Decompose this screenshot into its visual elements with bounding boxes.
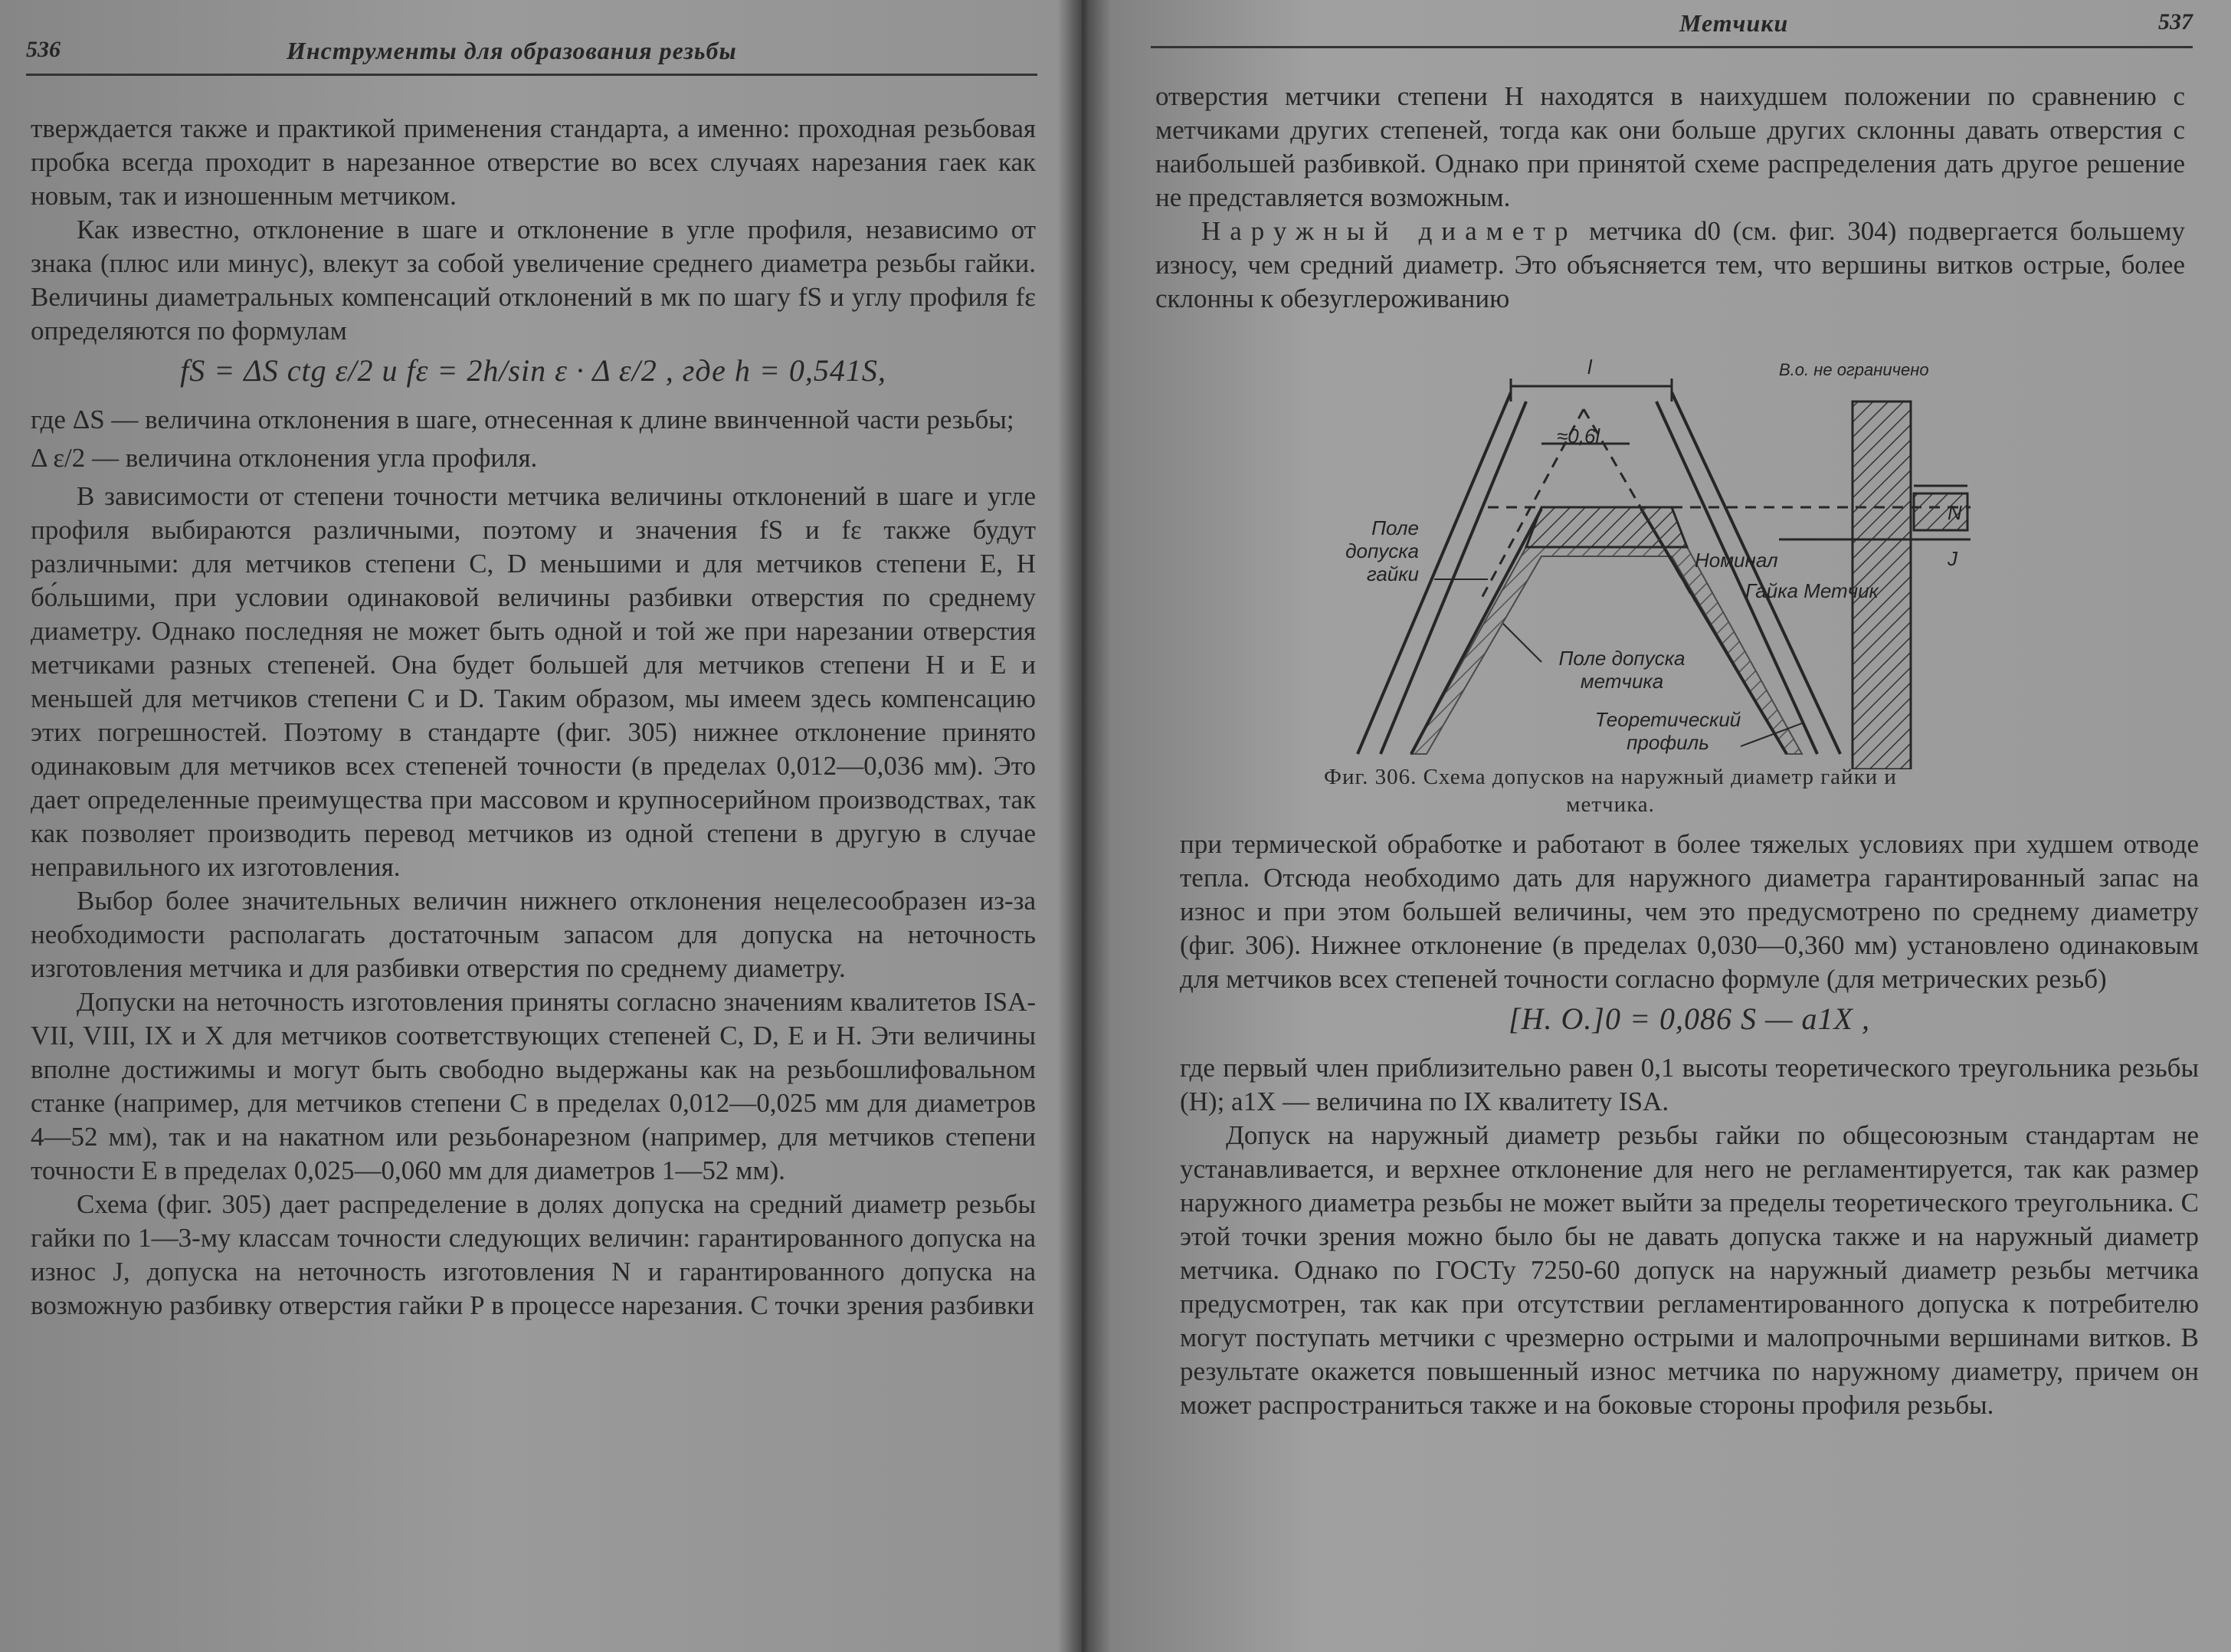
- label-approx: ≈0,6l: [1557, 424, 1600, 447]
- right-page-number: 537: [2158, 9, 2193, 34]
- left-page: [0, 0, 1082, 1652]
- formula-definition: где ΔS — величина отклонения в шаге, отнесенная к длине ввинченной части резьбы;: [31, 405, 1014, 434]
- right-formula: [Н. О.]0 = 0,086 S — a1X ,: [1509, 1001, 1870, 1036]
- label-nut-tap: Гайка Метчик: [1745, 579, 1879, 602]
- left-paragraph: Допуски на неточность изготовления приняты согласно значениям квалитетов ISA-VII, VIII, IX и X для метчиков соответствующих степеней С, D, Е и Н. Эти величины вполне достижимы и могут быть свободно выдержаны как на резьбошлифовальном станке (например, для метчиков степени С в пределах 0,012—0,025 мм для диаметров 4—52 мм), так и на накатном или резьбонарезном (например, для метчиков степени точности Е в пределах 0,025—0,060 мм для диаметров 1—52 мм).: [31, 987, 1036, 1185]
- right-paragraph: при термической обработке и работают в более тяжелых условиях при худшем отводе тепла. Отсюда необходимо дать для наружного диаметра гарантированный запас на износ и при этом большей величины, чем это предусмотрено по среднему диаметру (фиг. 306). Нижнее отклонение (в пределах 0,030—0,360 мм) установлено одинаковым для метчиков всех степеней точности согласно формуле (для метрических резьб): [1180, 829, 2199, 994]
- label-field-tap: Поле допуска метчика: [1558, 647, 1686, 693]
- label-N: N: [1948, 501, 1962, 524]
- right-paragraph: где первый член приблизительно равен 0,1 высоты теоретического треугольника резьбы (H); a1X — величина по IX квалитету ISA.: [1180, 1053, 2199, 1116]
- label-J: J: [1948, 547, 1957, 570]
- figure-caption: Фиг. 306. Схема допусков на наружный диаметр гайки и метчика.: [1324, 765, 1897, 817]
- label-field-nut: Поле допуска гайки: [1345, 516, 1419, 585]
- spaced-term: Наружный диаметр: [1201, 216, 1577, 246]
- left-formula: fS = ΔS ctg ε/2 и fε = 2h/sin ε · Δ ε/2 , где h = 0,541S,: [180, 353, 886, 388]
- label-l: l: [1587, 356, 1592, 379]
- left-page-header: [26, 31, 1037, 76]
- right-page-body-top: [1155, 80, 2185, 316]
- left-paragraph: Выбор более значительных величин нижнего отклонения нецелесообразен из-за необходимости располагать достаточным запасом для допуска на неточность изготовления метчика и для разбивки отверстия по среднему диаметру.: [31, 886, 1036, 983]
- left-paragraph: Как известно, отклонение в шаге и отклонение в угле профиля, независимо от знака (плюс или минус), влекут за собой увеличение среднего диаметра резьбы гайки. Величины диаметральных компенсаций отклонений в мк по шагу fS и углу профиля fε определяются по формулам: [31, 215, 1036, 346]
- left-page-body: [31, 112, 1036, 1323]
- label-nominal: Номинал: [1695, 549, 1778, 572]
- right-page: [1082, 0, 2231, 1652]
- right-page-header: [1151, 3, 2193, 48]
- left-paragraph: Схема (фиг. 305) дает распределение в долях допуска на средний диаметр резьбы гайки по 1—3-му классам точности следующих величин: гарантированного допуска на износ J, допуска на неточность изготовления N и гарантированного допуска на возможную разбивку отверстия гайки Р в процессе нарезания. С точки зрения разбивки: [31, 1189, 1036, 1320]
- left-running-head: Инструменты для образования резьбы: [287, 37, 737, 64]
- right-paragraph-text: метчика d0 (см. фиг. 304) подвергается большему износу, чем средний диаметр. Это объясняется тем, что вершины витков острые, более склонны к обезуглероживанию: [1155, 216, 2185, 313]
- right-paragraph: [1155, 215, 2185, 316]
- figure-306: [1312, 356, 1971, 815]
- right-paragraph: отверстия метчики степени Н находятся в наихудшем положении по сравнению с метчиками других степеней, тогда как они больше других склонны давать отверстия с наибольшей разбивкой. Однако при принятой схеме распределения дать другое решение не представляется возможным.: [1155, 81, 2185, 212]
- left-paragraph: В зависимости от степени точности метчика величины отклонений в шаге и угле профиля выбираются различными, поэтому и значения fS и fε также будут различными: для метчиков степени С, D меньшими и для метчиков степени Е, Н бо́льшими, при условии одинаковой величины разбивки отверстия по среднему диаметру. Однако последняя не может быть одной и той же при нарезании отверстия метчиками разных степеней. Она будет большей для метчиков степени Н и Е и меньшей для метчиков степени С и D. Таким образом, мы имеем здесь компенсацию этих погрешностей. Поэтому в стандарте (фиг. 305) нижнее отклонение принято одинаковым для метчиков всех степеней точности (в пределах 0,012—0,036 мм). Это дает определенные преимущества при массовом и крупносерийном производствах, так как позволяет производить перевод метчиков из одной степени в другую в случае неправильного их изготовления.: [31, 481, 1036, 882]
- book-gutter: [1057, 0, 1111, 1652]
- formula-definition: Δ ε/2 — величина отклонения угла профиля.: [31, 443, 538, 473]
- label-theoretical: Теоретический профиль: [1594, 708, 1741, 754]
- right-running-head: Метчики: [1679, 9, 1789, 37]
- left-page-number: 536: [26, 37, 61, 62]
- left-paragraph: тверждается также и практикой применения стандарта, а именно: проходная резьбовая пробка всегда проходит в нарезанное отверстие во всех случаях нарезания гаек как новым, так и изношенным метчиком.: [31, 113, 1036, 211]
- right-page-body-bottom: [1180, 828, 2199, 1422]
- right-paragraph: Допуск на наружный диаметр резьбы гайки по общесоюзным стандартам не устанавливается, и верхнее отклонение для него не регламентируется, так как размер наружного диаметра резьбы не может выйти за пределы теоретического треугольника. С этой точки зрения можно было бы не давать допуска также и на наружный диаметр метчика. Однако по ГОСТу 7250-60 допуск на наружный диаметр резьбы метчика предусмотрен, так как при отсутствии регламентированного допуска к потребителю могут поступать метчики с чрезмерно острыми и малопрочными вершинами витков. В результате окажется повышенный износ метчика по наружному диаметру, причем он может распространиться также и на боковые стороны профиля резьбы.: [1180, 1120, 2199, 1420]
- label-top-right: В.о. не ограничено: [1779, 360, 1929, 379]
